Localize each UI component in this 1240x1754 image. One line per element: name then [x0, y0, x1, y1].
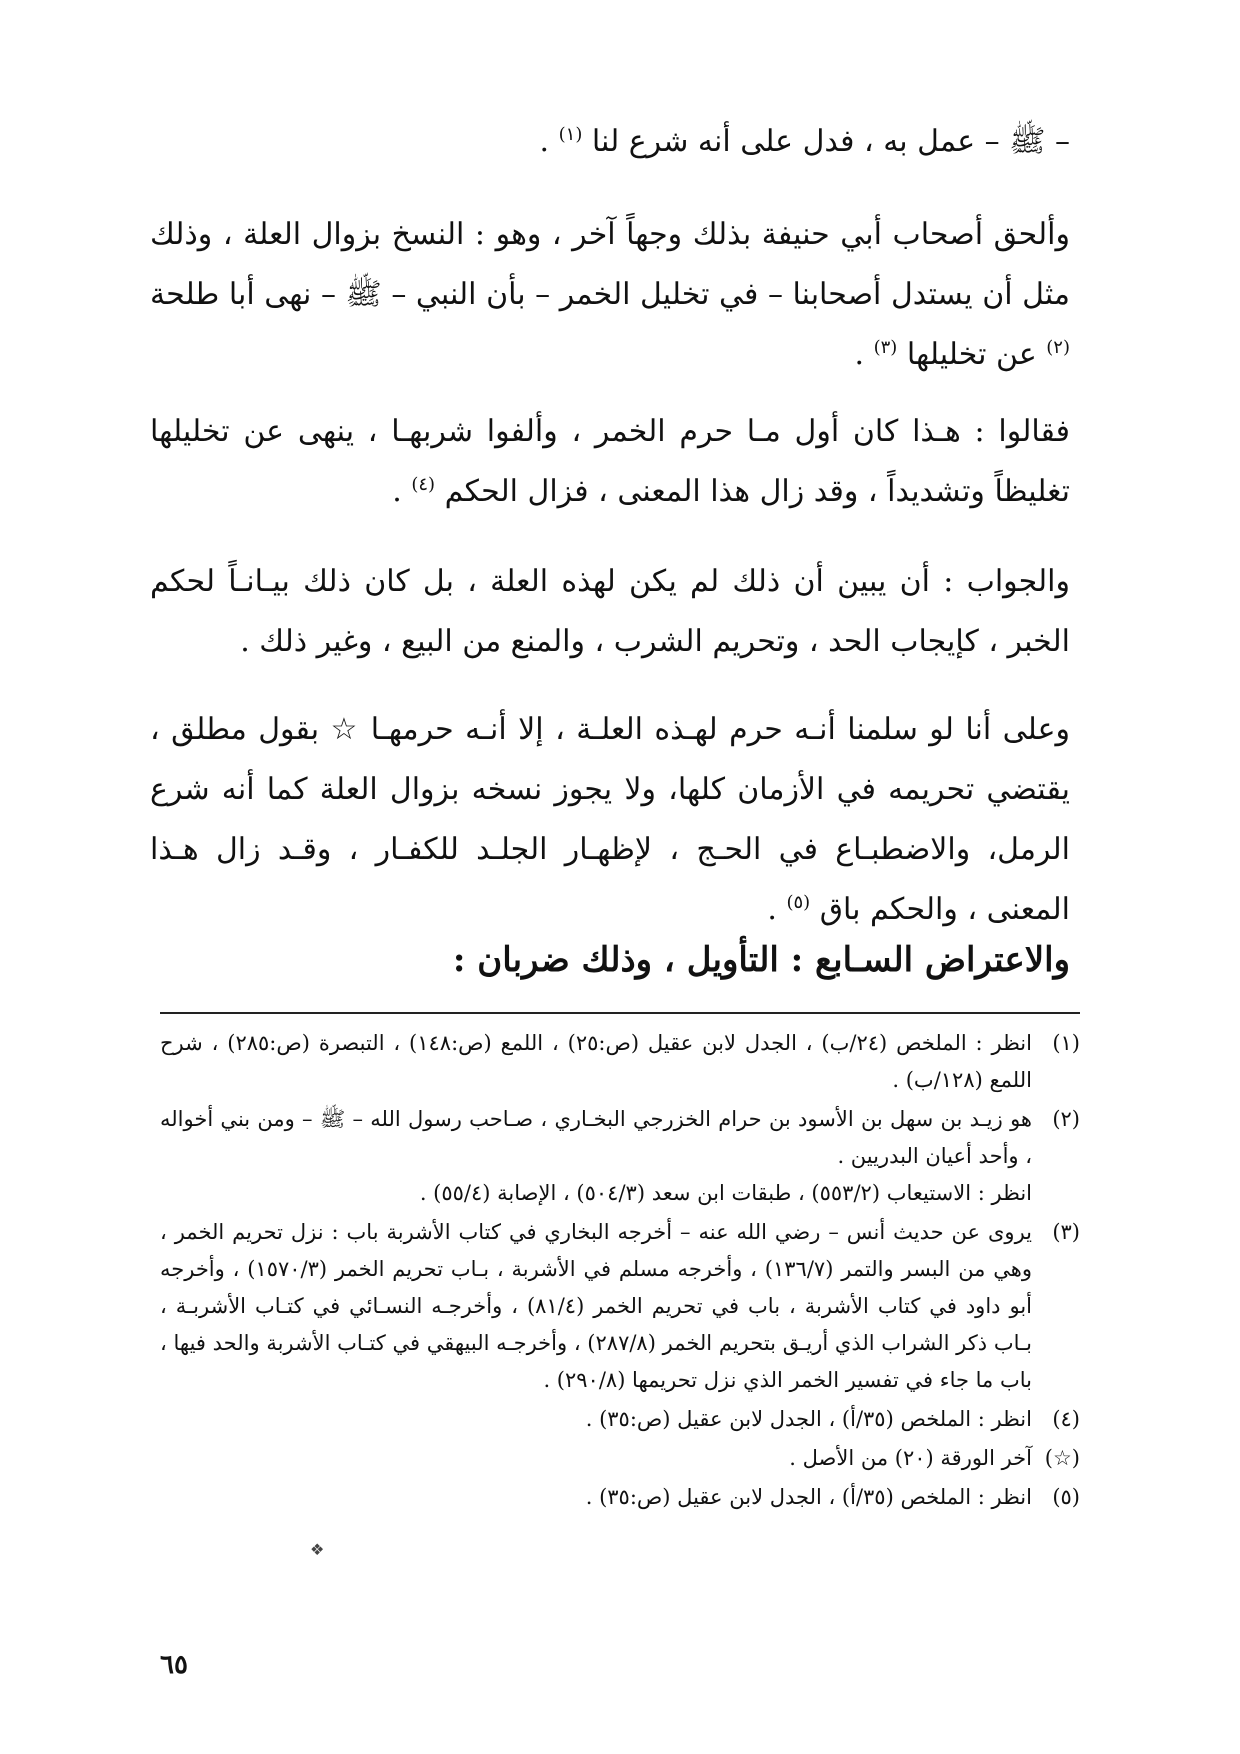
footnote-2 [160, 1101, 1080, 1212]
footnote-body [160, 1025, 1032, 1099]
footnote-divider [160, 1012, 1080, 1014]
paragraph-3-text: فقالوا : هـذا كان أول مـا حرم الخمر ، وألفوا شربهـا ، ينهى عن تخليلها تغليظاً وتشديداً ، وقد زال هذا المعنى ، فزال الحكم [150, 414, 1070, 509]
footnote-ref-5: (٥) [786, 892, 811, 913]
footnote-star [160, 1440, 1080, 1477]
paragraph-5 [150, 700, 1070, 940]
paragraph-5-text: وعلى أنا لو سلمنا أنـه حرم لهـذه العلـة ، إلا أنـه حرمهـا ☆ بقول مطلق ، يقتضي تحريمه في الأزمان كلها، ولا يجوز نسخه بزوال العلة كما أنه شرع الرمل، والاضطبـاع في الحـج ، لإظهـار الجلـد للكفـار ، وقـد زال هـذا المعنى ، والحكم باق [150, 712, 1070, 927]
paragraph-2-end: . [854, 337, 874, 372]
footnote-number: (٣) [1052, 1220, 1080, 1244]
page-number: ٦٥ [160, 1650, 188, 1680]
paragraph-4 [150, 552, 1070, 672]
paragraph-1-end: . [539, 124, 559, 159]
footnote-body [160, 1479, 1032, 1516]
footnote-3 [160, 1214, 1080, 1399]
footnote-body [160, 1214, 1032, 1399]
footnote-line: هو زيـد بن سهل بن الأسود بن حرام الخزرجي البخـاري ، صـاحب رسول الله – ﷺ – ومن بني أخواله ، وأحد أعيان البدريين . [160, 1107, 1032, 1168]
footnote-line: انظر : الاستيعاب (٥٥٣/٢) ، طبقات ابن سعد (٥٠٤/٣) ، الإصابة (٥٥/٤) . [419, 1181, 1032, 1205]
footnote-ref-3: (٣) [873, 337, 898, 358]
paragraph-2-text: وألحق أصحاب أبي حنيفة بذلك وجهاً آخر ، وهو : النسخ بزوال العلة ، وذلك مثل أن يستدل أصحابنا – في تخليل الخمر – بأن النبي – ﷺ – نهى أبا طلحة [150, 217, 1070, 312]
paragraph-3 [150, 402, 1070, 522]
footnote-ref-4: (٤) [411, 474, 436, 495]
paragraph-2-mid: عن تخليلها [906, 337, 1047, 372]
footnote-line: يروى عن حديث أنس – رضي الله عنه – أخرجه البخاري في كتاب الأشربة باب : نزل تحريم الخمر ، وهي من البسر والتمر (١٣٦/٧) ، وأخرجه مسلم في الأشربة ، بـاب تحريم الخمر (١٥٧٠/٣) ، وأخرجه أبو داود في كتاب الأشربة ، باب في تحريم الخمر (٨١/٤) ، وأخرجـه النسـائي في كتـاب الأشربـة ، بـاب ذكر الشراب الذي أريـق بتحريم الخمر (٢٨٧/٨) ، وأخرجـه البيهقي في كتـاب الأشربة والحد فيها ، باب ما جاء في تفسير الخمر الذي نزل تحريمها (٢٩٠/٨) . [160, 1220, 1033, 1392]
footnote-number: (٢) [1052, 1107, 1080, 1131]
footnote-body [160, 1401, 1032, 1438]
paragraph-2 [150, 205, 1070, 385]
footnote-ref-2: (٢) [1046, 337, 1070, 358]
stray-ink-mark: ❖ [310, 1540, 325, 1559]
footnote-number: (☆) [1044, 1446, 1080, 1470]
paragraph-1-text: – ﷺ – عمل به ، فدل على أنه شرع لنا [591, 124, 1070, 159]
footnotes [160, 1025, 1080, 1518]
paragraph-4-text: والجواب : أن يبين أن ذلك لم يكن لهذه العلة ، بل كان ذلك بيـانـاً لحكم الخبر ، كإيجاب الحد ، وتحريم الشرب ، والمنع من البيع ، وغير ذلك . [150, 564, 1070, 659]
footnote-body [160, 1101, 1032, 1212]
footnote-line: انظر : الملخص (٢٤/ب) ، الجدل لابن عقيل (ص:٢٥) ، اللمع (ص:١٤٨) ، التبصرة (ص:٢٨٥) ، شرح اللمع (١٢٨/ب) . [160, 1031, 1032, 1092]
footnote-line: آخر الورقة (٢٠) من الأصل . [789, 1446, 1032, 1470]
paragraph-3-end: . [392, 474, 412, 509]
footnote-number: (٥) [1052, 1485, 1080, 1509]
footnote-5 [160, 1479, 1080, 1516]
footnote-line: انظر : الملخص (٣٥/أ) ، الجدل لابن عقيل (ص:٣٥) . [585, 1485, 1032, 1509]
footnote-body [160, 1440, 1032, 1477]
footnote-1 [160, 1025, 1080, 1099]
footnote-ref-1: (١) [558, 124, 583, 145]
footnote-line: انظر : الملخص (٣٥/أ) ، الجدل لابن عقيل (ص:٣٥) . [585, 1407, 1032, 1431]
footnote-number: (٤) [1052, 1407, 1080, 1431]
paragraph-1 [150, 112, 1070, 172]
footnote-number: (١) [1052, 1031, 1080, 1055]
section-heading: والاعتراض السـابع : التأويل ، وذلك ضربان : [452, 940, 1070, 980]
footnote-4 [160, 1401, 1080, 1438]
paragraph-5-end: . [767, 892, 787, 927]
